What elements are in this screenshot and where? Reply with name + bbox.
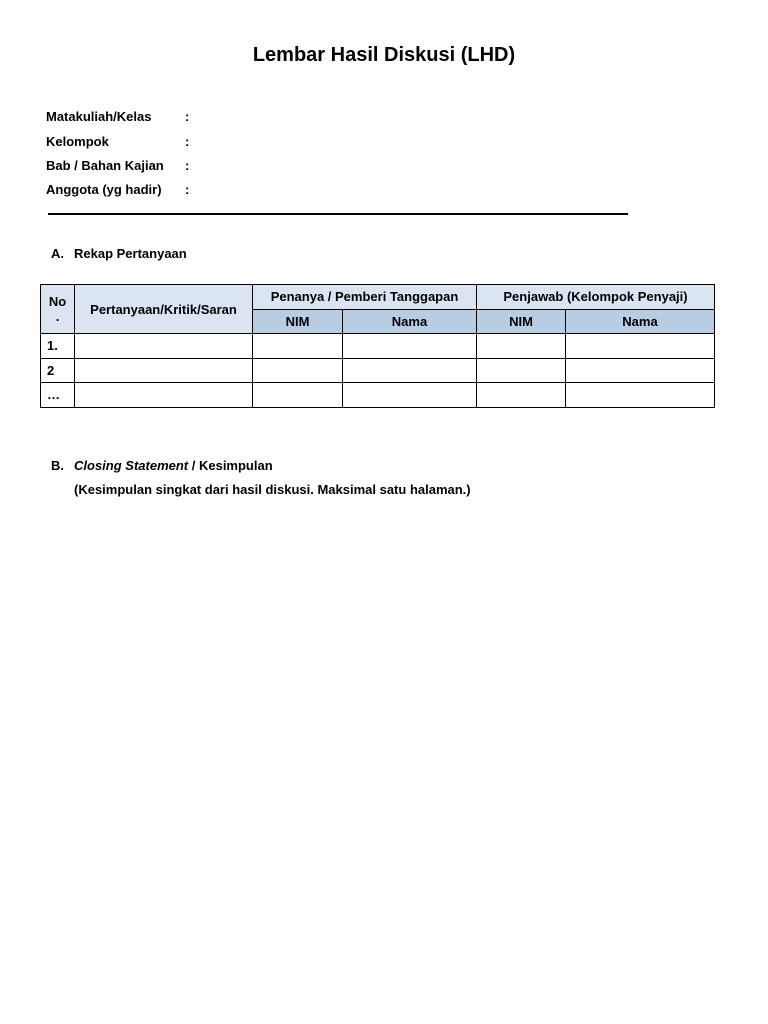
info-colon: : <box>185 134 190 149</box>
section-title-italic: Closing Statement <box>74 458 189 473</box>
table-cell[interactable] <box>343 358 477 383</box>
table-cell[interactable] <box>343 334 477 359</box>
section-title <box>74 458 273 473</box>
col-header-no: No . <box>41 285 75 334</box>
section-letter: A. <box>51 246 64 261</box>
table-cell[interactable] <box>253 334 343 359</box>
info-colon: : <box>185 109 190 124</box>
table-cell[interactable] <box>75 334 253 359</box>
table-cell[interactable] <box>253 383 343 408</box>
table-cell[interactable] <box>566 334 715 359</box>
section-letter: B. <box>51 458 64 473</box>
info-label: Bab / Bahan Kajian <box>46 158 164 173</box>
row-number: 2 <box>41 358 75 383</box>
table-cell[interactable] <box>477 383 566 408</box>
table-row <box>41 383 715 408</box>
table-cell[interactable] <box>477 334 566 359</box>
table-cell[interactable] <box>75 383 253 408</box>
table-cell[interactable] <box>343 383 477 408</box>
table-cell[interactable] <box>566 383 715 408</box>
table-row <box>41 358 715 383</box>
section-title: Rekap Pertanyaan <box>74 246 187 261</box>
info-colon: : <box>185 158 190 173</box>
col-header-asker-nim: NIM <box>253 309 343 334</box>
col-header-answerer-nama: Nama <box>566 309 715 334</box>
col-header-answerer-nim: NIM <box>477 309 566 334</box>
col-header-asker-nama: Nama <box>343 309 477 334</box>
table-cell[interactable] <box>253 358 343 383</box>
rekap-table <box>40 284 715 408</box>
page-title: Lembar Hasil Diskusi (LHD) <box>252 44 516 66</box>
col-group-answerer: Penjawab (Kelompok Penyaji) <box>477 285 715 310</box>
divider <box>48 213 628 215</box>
info-colon: : <box>185 182 190 197</box>
table-cell[interactable] <box>566 358 715 383</box>
row-number: 1. <box>41 334 75 359</box>
table-row <box>41 334 715 359</box>
col-header-question: Pertanyaan/Kritik/Saran <box>75 285 253 334</box>
section-title-rest: Kesimpulan <box>198 458 273 473</box>
info-label: Kelompok <box>46 134 109 149</box>
info-label: Matakuliah/Kelas <box>46 109 152 124</box>
row-number: … <box>41 383 75 408</box>
table-cell[interactable] <box>477 358 566 383</box>
section-b-note: (Kesimpulan singkat dari hasil diskusi. Maksimal satu halaman.) <box>74 482 471 497</box>
col-group-asker: Penanya / Pemberi Tanggapan <box>253 285 477 310</box>
section-title-sep: / <box>188 458 199 473</box>
info-label: Anggota (yg hadir) <box>46 182 162 197</box>
table-cell[interactable] <box>75 358 253 383</box>
